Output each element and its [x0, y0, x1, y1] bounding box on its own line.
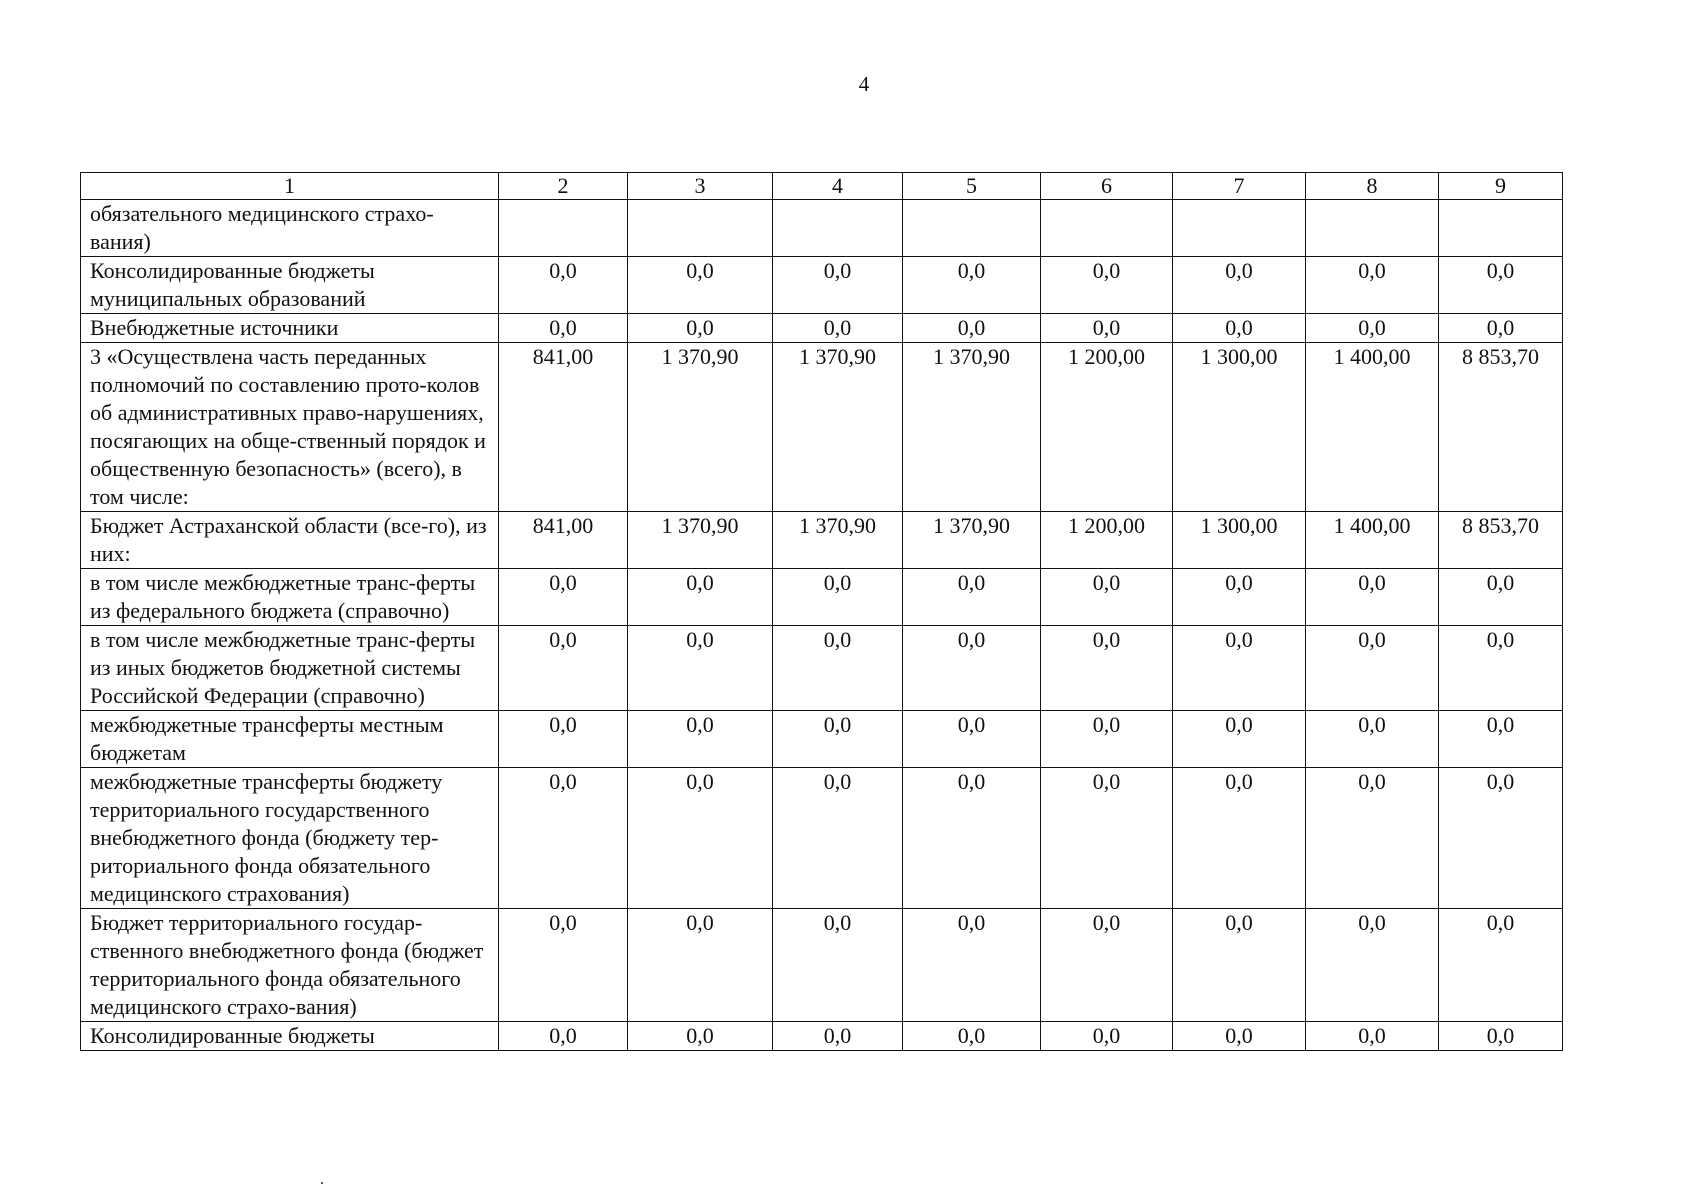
table-cell: 0,0: [1173, 768, 1306, 909]
table-cell: 1 370,90: [628, 512, 773, 569]
table-cell: 0,0: [1439, 711, 1563, 768]
table-cell: 1 370,90: [773, 343, 903, 512]
table-cell: 0,0: [903, 711, 1041, 768]
table-cell: 0,0: [1439, 1022, 1563, 1051]
table-cell: 1 200,00: [1041, 512, 1173, 569]
row-label: в том числе межбюджетные транс-ферты из федерального бюджета (справочно): [81, 569, 499, 626]
table-cell: 0,0: [1439, 257, 1563, 314]
row-label: межбюджетные трансферты бюджету территориального государственного внебюджетного фонда (бюджету тер-риториального фонда обязательного медицинского страхования): [81, 768, 499, 909]
table-cell: [773, 200, 903, 257]
table-cell: 0,0: [903, 314, 1041, 343]
table-cell: 8 853,70: [1439, 512, 1563, 569]
table-cell: [1439, 200, 1563, 257]
table-cell: 1 300,00: [1173, 343, 1306, 512]
table-cell: 0,0: [499, 768, 628, 909]
row-label: в том числе межбюджетные транс-ферты из иных бюджетов бюджетной системы Российской Федерации (справочно): [81, 626, 499, 711]
table-cell: 0,0: [773, 314, 903, 343]
table-cell: 0,0: [1173, 909, 1306, 1022]
table-cell: 0,0: [903, 909, 1041, 1022]
table-cell: 0,0: [773, 768, 903, 909]
table-cell: 0,0: [1306, 768, 1439, 909]
table-cell: 0,0: [1306, 314, 1439, 343]
table-cell: 0,0: [1173, 711, 1306, 768]
table-cell: 0,0: [773, 626, 903, 711]
table-cell: 841,00: [499, 512, 628, 569]
table-cell: [1173, 200, 1306, 257]
table-cell: 0,0: [1041, 1022, 1173, 1051]
table-cell: 0,0: [773, 711, 903, 768]
table-cell: 0,0: [499, 711, 628, 768]
column-header: 3: [628, 173, 773, 200]
row-label: 3 «Осуществлена часть переданных полномочий по составлению прото-колов об административных право-нарушениях, посягающих на обще-ственный порядок и общественную безопасность» (всего), в том числе:: [81, 343, 499, 512]
table-cell: 0,0: [903, 1022, 1041, 1051]
table-cell: 0,0: [1306, 257, 1439, 314]
table-row: [81, 569, 1563, 626]
table-cell: 0,0: [903, 626, 1041, 711]
column-header: 7: [1173, 173, 1306, 200]
table-cell: 0,0: [628, 1022, 773, 1051]
table-cell: 0,0: [628, 626, 773, 711]
table-row: [81, 711, 1563, 768]
row-label: Консолидированные бюджеты муниципальных образований: [81, 257, 499, 314]
table-cell: 0,0: [499, 626, 628, 711]
table-cell: 0,0: [1173, 626, 1306, 711]
column-header: 8: [1306, 173, 1439, 200]
table-cell: 841,00: [499, 343, 628, 512]
table-cell: [1306, 200, 1439, 257]
table-cell: 0,0: [1306, 711, 1439, 768]
table-cell: 0,0: [903, 569, 1041, 626]
table-cell: 0,0: [773, 1022, 903, 1051]
table-cell: 0,0: [1306, 909, 1439, 1022]
page-number: 4: [858, 72, 870, 96]
table-cell: 0,0: [1173, 314, 1306, 343]
column-header: 4: [773, 173, 903, 200]
table-cell: 1 370,90: [773, 512, 903, 569]
column-header: 2: [499, 173, 628, 200]
column-header: 1: [81, 173, 499, 200]
table-cell: 0,0: [1041, 768, 1173, 909]
table-cell: 0,0: [1173, 569, 1306, 626]
table-cell: 0,0: [1173, 257, 1306, 314]
table-row: [81, 314, 1563, 343]
row-label: Бюджет Астраханской области (все-го), из них:: [81, 512, 499, 569]
table-row: [81, 200, 1563, 257]
table-cell: 0,0: [628, 569, 773, 626]
table-cell: [628, 200, 773, 257]
row-label: обязательного медицинского страхо-вания): [81, 200, 499, 257]
table-cell: 0,0: [499, 569, 628, 626]
row-label: Бюджет территориального государ-ственного внебюджетного фонда (бюджет территориального фонда обязательного медицинского страхо-вания): [81, 909, 499, 1022]
table-cell: 0,0: [1041, 626, 1173, 711]
table-cell: 0,0: [628, 257, 773, 314]
table-cell: 0,0: [903, 768, 1041, 909]
table-cell: [499, 200, 628, 257]
table-cell: 1 400,00: [1306, 343, 1439, 512]
table-cell: 0,0: [1306, 1022, 1439, 1051]
row-label: Внебюджетные источники: [81, 314, 499, 343]
table-cell: 0,0: [1439, 909, 1563, 1022]
table-header-row: [81, 173, 1563, 200]
table-cell: 0,0: [1439, 569, 1563, 626]
table-row: [81, 909, 1563, 1022]
column-header: 5: [903, 173, 1041, 200]
table-cell: 0,0: [903, 257, 1041, 314]
table-cell: 0,0: [499, 314, 628, 343]
table-cell: 0,0: [628, 711, 773, 768]
table-cell: 0,0: [1173, 1022, 1306, 1051]
table-cell: [903, 200, 1041, 257]
column-header: 9: [1439, 173, 1563, 200]
table-row: [81, 1022, 1563, 1051]
table-cell: 0,0: [499, 257, 628, 314]
table-cell: 1 400,00: [1306, 512, 1439, 569]
table-cell: 0,0: [1439, 314, 1563, 343]
table-cell: 0,0: [499, 1022, 628, 1051]
table-cell: 0,0: [1041, 711, 1173, 768]
table-cell: 0,0: [1439, 768, 1563, 909]
table-cell: 0,0: [628, 768, 773, 909]
table-row: [81, 512, 1563, 569]
table-cell: 0,0: [773, 569, 903, 626]
table-cell: 1 370,90: [903, 343, 1041, 512]
table-cell: 0,0: [1439, 626, 1563, 711]
row-label: межбюджетные трансферты местным бюджетам: [81, 711, 499, 768]
table-cell: 0,0: [1041, 909, 1173, 1022]
table-cell: 1 370,90: [628, 343, 773, 512]
table-row: [81, 626, 1563, 711]
table-row: [81, 257, 1563, 314]
table-cell: 1 200,00: [1041, 343, 1173, 512]
table-cell: [1041, 200, 1173, 257]
column-header: 6: [1041, 173, 1173, 200]
table-cell: 8 853,70: [1439, 343, 1563, 512]
table-cell: 1 370,90: [903, 512, 1041, 569]
row-label: Консолидированные бюджеты: [81, 1022, 499, 1051]
table-cell: 0,0: [628, 314, 773, 343]
table-cell: 0,0: [1041, 314, 1173, 343]
table-cell: 0,0: [1041, 569, 1173, 626]
table-row: [81, 768, 1563, 909]
table-cell: 1 300,00: [1173, 512, 1306, 569]
table-cell: 0,0: [1306, 626, 1439, 711]
budget-table: [80, 172, 1563, 1051]
table-cell: 0,0: [1041, 257, 1173, 314]
table-cell: 0,0: [773, 909, 903, 1022]
table-cell: 0,0: [499, 909, 628, 1022]
table-cell: 0,0: [773, 257, 903, 314]
table-cell: 0,0: [1306, 569, 1439, 626]
table-cell: 0,0: [628, 909, 773, 1022]
scan-speck: [321, 1182, 323, 1184]
table-row: [81, 343, 1563, 512]
